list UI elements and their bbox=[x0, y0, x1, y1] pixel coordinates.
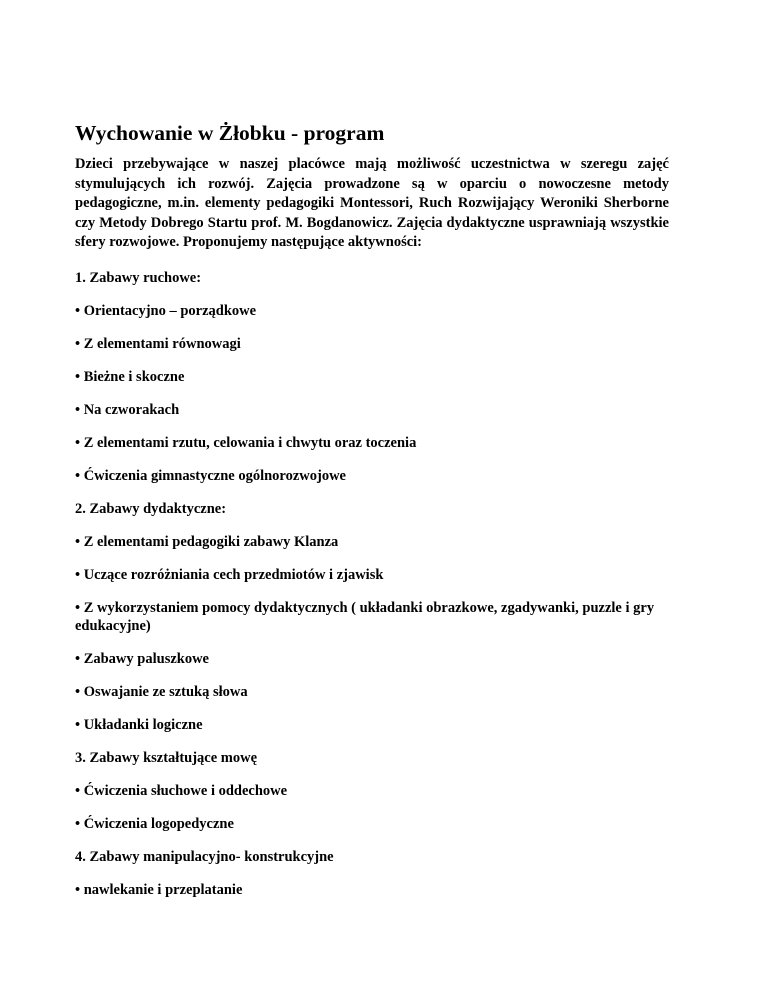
page-title: Wychowanie w Żłobku - program bbox=[75, 121, 385, 145]
list-item: • Na czworakach bbox=[75, 401, 180, 418]
list-item: • nawlekanie i przeplatanie bbox=[75, 881, 243, 898]
section-heading: 1. Zabawy ruchowe: bbox=[75, 269, 202, 286]
list-item: • Z wykorzystaniem pomocy dydaktycznych ( układanki obrazkowe, zgadywanki, puzzle i gry edukacyjne) bbox=[75, 599, 655, 634]
section-heading: 2. Zabawy dydaktyczne: bbox=[75, 500, 227, 517]
list-item: • Układanki logiczne bbox=[75, 716, 203, 733]
section-heading: 3. Zabawy kształtujące mowę bbox=[75, 749, 258, 766]
document-page bbox=[75, 118, 669, 899]
list-item: • Z elementami rzutu, celowania i chwytu oraz toczenia bbox=[75, 434, 417, 451]
intro-paragraph: Dzieci przebywające w naszej placówce mają możliwość uczestnictwa w szeregu zajęć stymulujących ich rozwój. Zajęcia prowadzone są w oparciu o nowoczesne metody pedagogiczne, m.in. elementy pedagogiki Montessori, Ruch Rozwijający Weroniki Sherborne czy Metody Dobrego Startu prof. M. Bogdanowicz. Zajęcia dydaktyczne usprawniają wszystkie sfery rozwojowe. Proponujemy następujące aktywności: bbox=[75, 156, 669, 250]
list-item: • Orientacyjno – porządkowe bbox=[75, 302, 257, 319]
list-item: • Uczące rozróżniania cech przedmiotów i zjawisk bbox=[75, 566, 384, 583]
list-item: • Zabawy paluszkowe bbox=[75, 650, 209, 667]
list-item: • Oswajanie ze sztuką słowa bbox=[75, 683, 248, 700]
list-item: • Z elementami pedagogiki zabawy Klanza bbox=[75, 533, 339, 550]
list-item: • Ćwiczenia gimnastyczne ogólnorozwojowe bbox=[75, 467, 346, 484]
activity-list bbox=[75, 269, 669, 899]
list-item: • Ćwiczenia słuchowe i oddechowe bbox=[75, 782, 288, 799]
section-heading: 4. Zabawy manipulacyjno- konstrukcyjne bbox=[75, 848, 334, 865]
list-item: • Bieżne i skoczne bbox=[75, 368, 185, 385]
list-item: • Ćwiczenia logopedyczne bbox=[75, 815, 234, 832]
list-item: • Z elementami równowagi bbox=[75, 335, 241, 352]
